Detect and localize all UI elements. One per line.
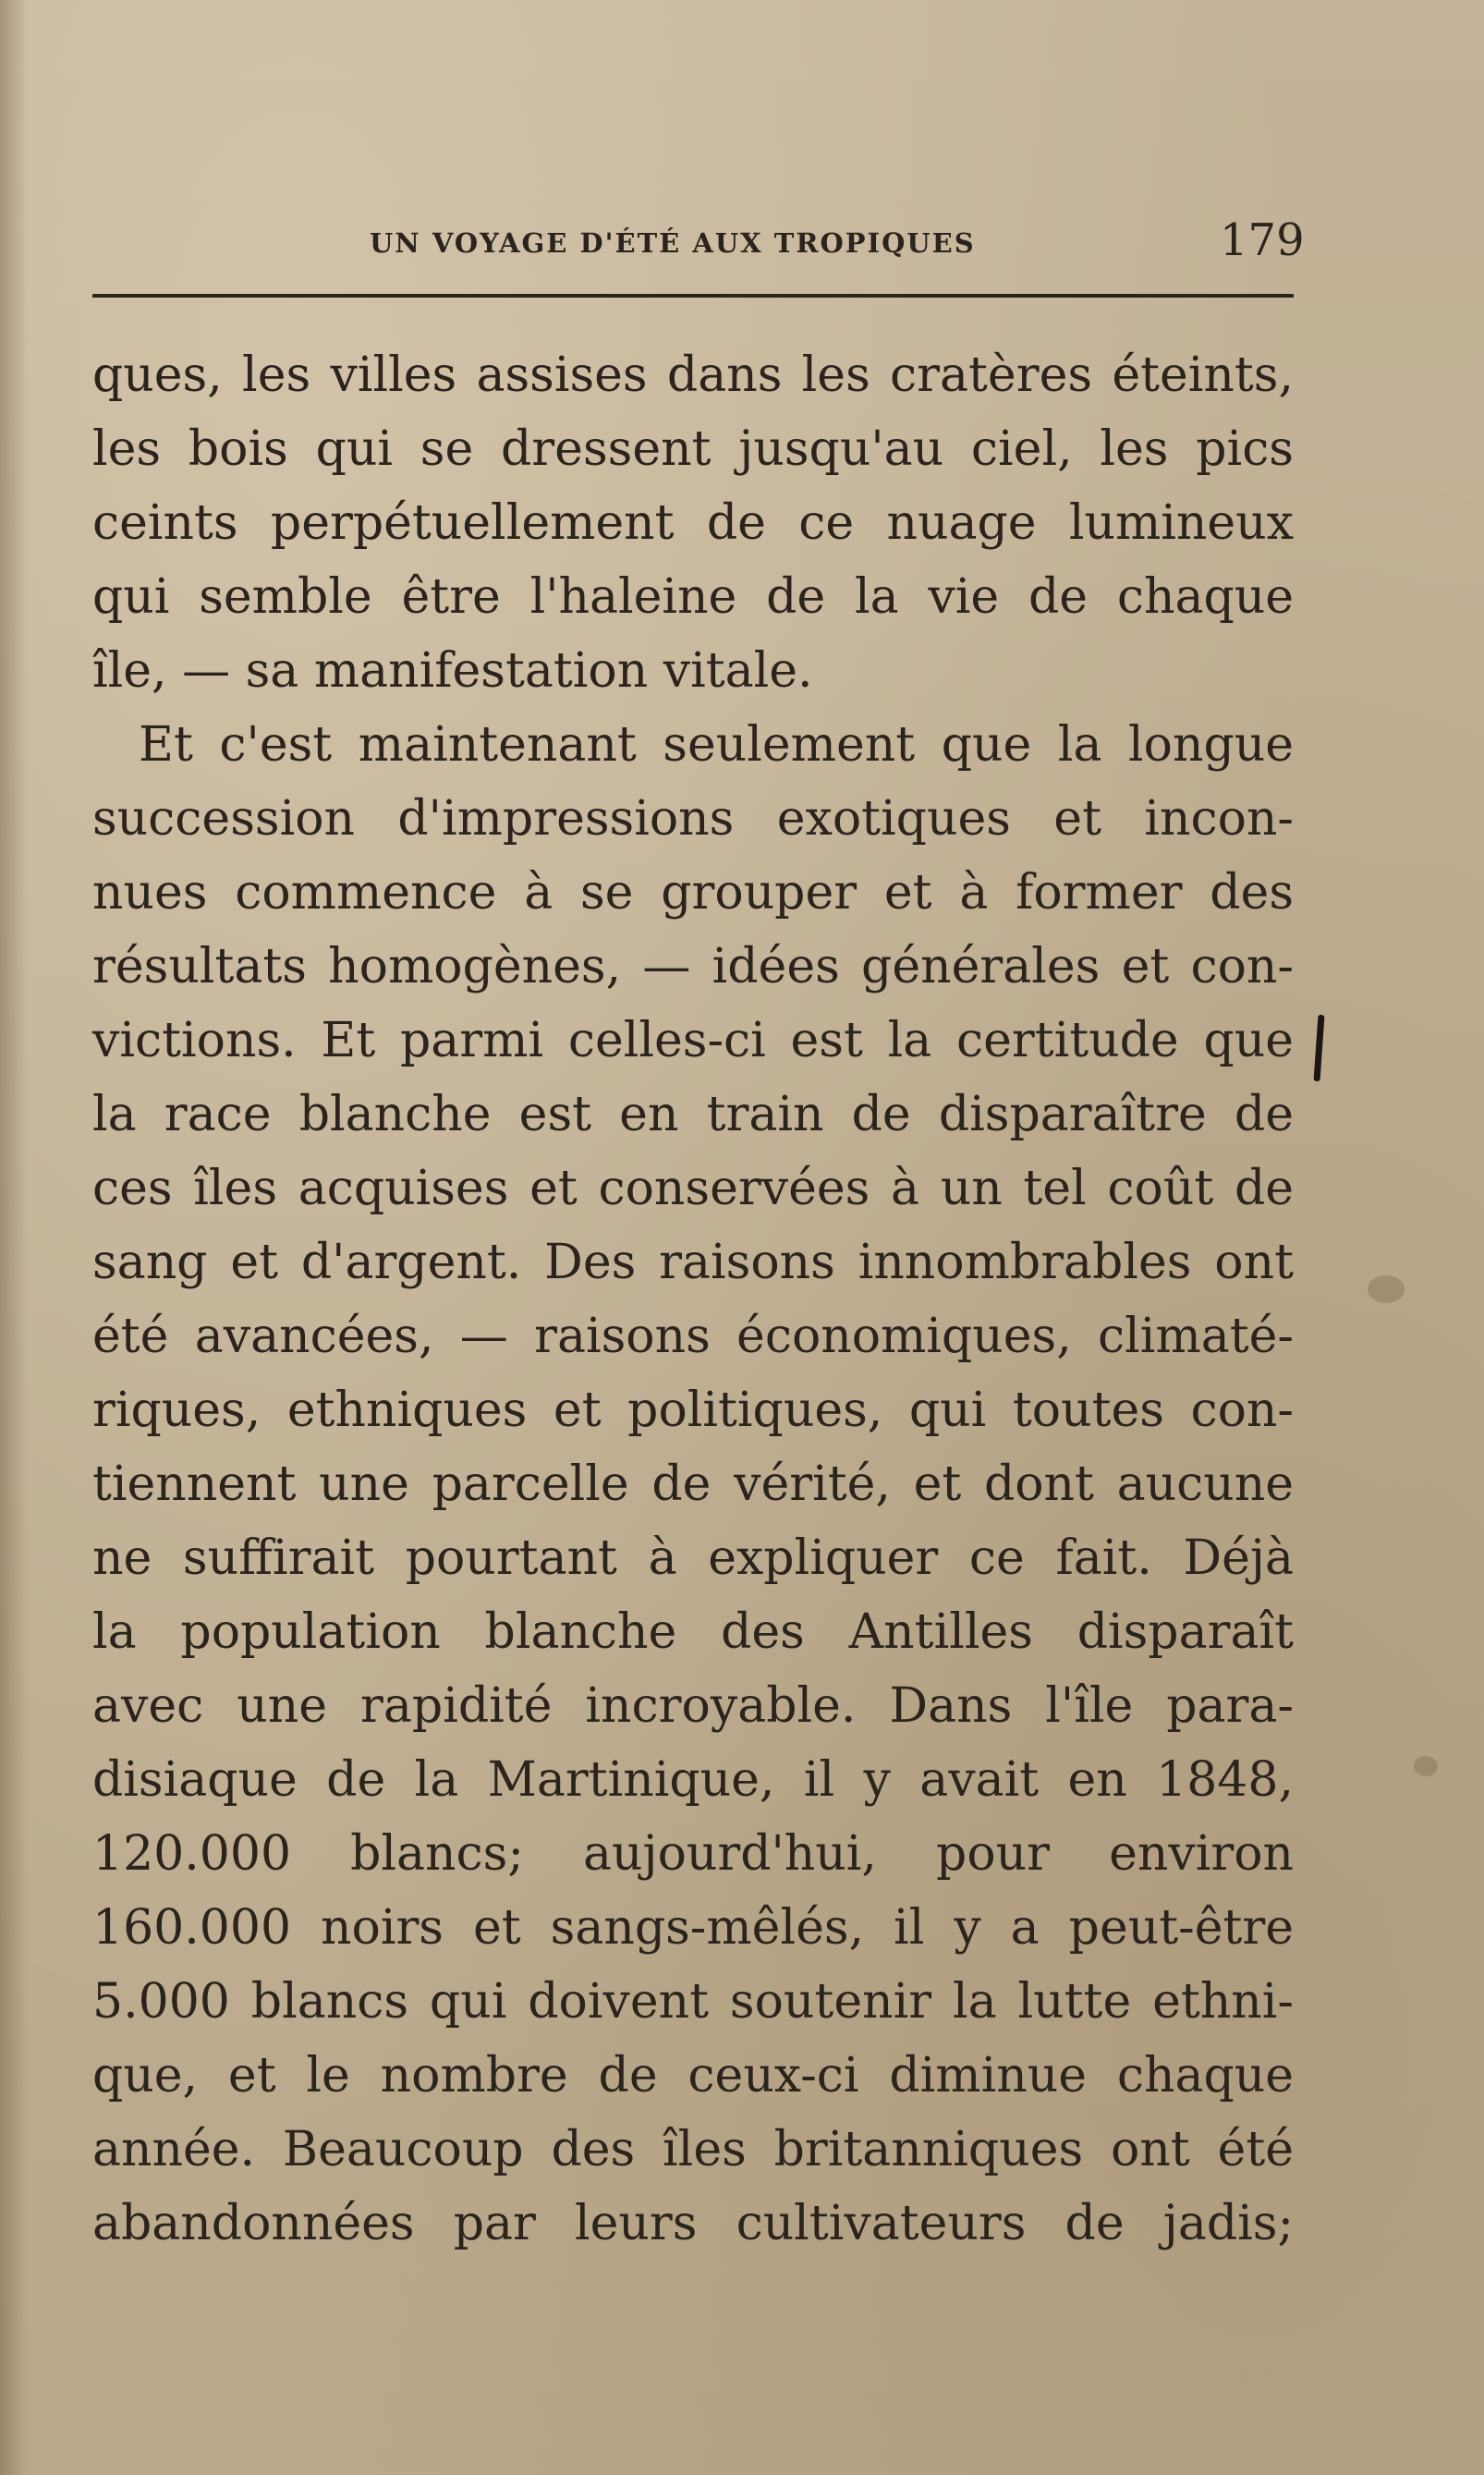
- paragraph: [92, 338, 1294, 708]
- text-line: riques, ethniques et politiques, qui toutes con-: [92, 1383, 1294, 1438]
- body-text: [92, 338, 1294, 2261]
- margin-pencil-mark: [1313, 1015, 1324, 1081]
- page-number: 179: [1220, 214, 1305, 266]
- text-line: résultats homogènes, — idées générales et con-: [92, 939, 1294, 994]
- text-line: ne suffirait pourtant à expliquer ce fait. Déjà: [92, 1530, 1294, 1586]
- text-line: Et c'est maintenant seulement que la longue: [139, 717, 1294, 773]
- text-line: abandonnées par leurs cultivateurs de jadis;: [92, 2196, 1294, 2251]
- text-line: succession d'impressions exotiques et incon-: [92, 791, 1294, 847]
- text-line: tiennent une parcelle de vérité, et dont aucune: [92, 1457, 1294, 1512]
- text-line: 160.000 noirs et sangs-mêlés, il y a peut-être: [92, 1900, 1294, 1956]
- text-line: ces îles acquises et conservées à un tel coût de: [92, 1161, 1294, 1216]
- header-rule: [92, 294, 1294, 298]
- paper-stain: [1414, 1756, 1438, 1776]
- text-line: avec une rapidité incroyable. Dans l'île para-: [92, 1678, 1294, 1734]
- text-line: 5.000 blancs qui doivent soutenir la lutte ethni-: [92, 1974, 1294, 2030]
- page-gutter-shadow: [0, 0, 28, 2475]
- text-line: que, et le nombre de ceux-ci diminue chaque: [92, 2048, 1294, 2103]
- text-line: qui semble être l'haleine de la vie de chaque: [92, 569, 1294, 625]
- text-line: sang et d'argent. Des raisons innombrables ont: [92, 1235, 1294, 1290]
- text-line: la race blanche est en train de disparaître de: [92, 1087, 1294, 1142]
- text-line: les bois qui se dressent jusqu'au ciel, les pics: [92, 421, 1294, 477]
- text-line: île, — sa manifestation vitale.: [92, 643, 813, 699]
- paragraph: [92, 708, 1294, 2261]
- text-line: année. Beaucoup des îles britanniques ont été: [92, 2122, 1294, 2177]
- running-title: UN VOYAGE D'ÉTÉ AUX TROPIQUES: [370, 227, 976, 259]
- text-line: disiaque de la Martinique, il y avait en 1848,: [92, 1752, 1294, 1808]
- text-line: été avancées, — raisons économiques, climaté-: [92, 1309, 1294, 1364]
- text-line: la population blanche des Antilles disparaît: [92, 1604, 1294, 1660]
- paper-stain: [1368, 1275, 1405, 1303]
- text-line: victions. Et parmi celles-ci est la certitude que: [92, 1013, 1294, 1068]
- text-line: 120.000 blancs; aujourd'hui, pour environ: [92, 1826, 1294, 1882]
- text-line: ceints perpétuellement de ce nuage lumineux: [92, 495, 1294, 551]
- text-line: ques, les villes assises dans les cratères éteints,: [92, 347, 1294, 403]
- running-head: [92, 214, 1305, 275]
- text-line: nues commence à se grouper et à former des: [92, 865, 1294, 921]
